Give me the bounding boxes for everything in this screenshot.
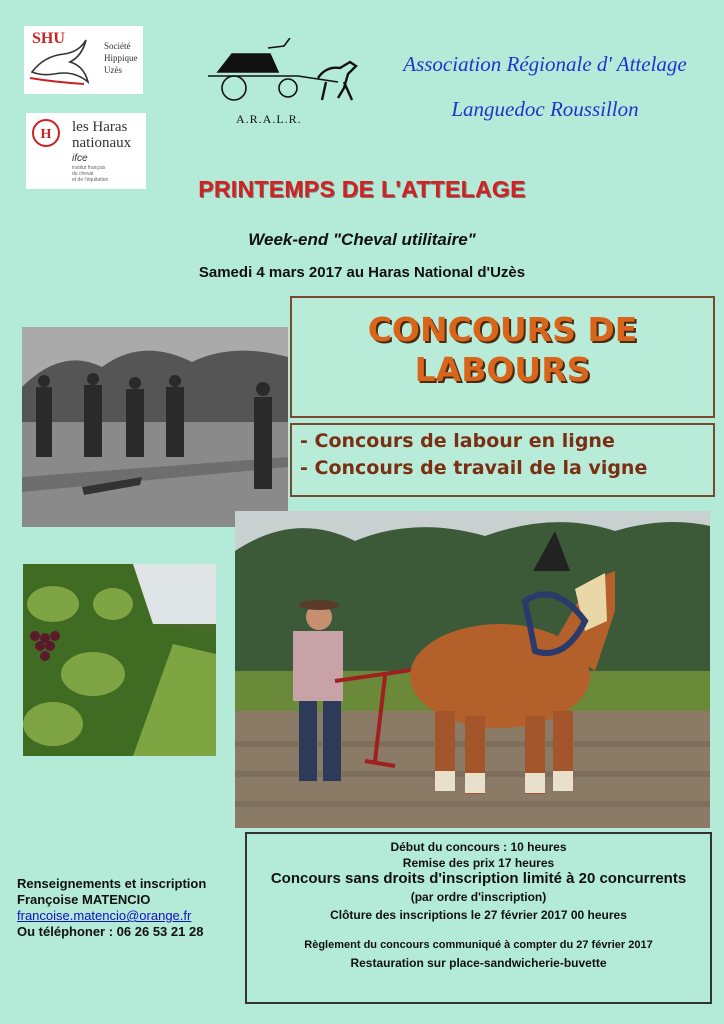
association-region: Languedoc Roussillon	[451, 97, 639, 121]
contact-phone: Ou téléphoner : 06 26 53 21 28	[17, 924, 204, 939]
shu-line2: Hippique	[104, 53, 138, 63]
photo-horse-ploughing	[235, 511, 710, 828]
ifce-mark: ifce	[72, 153, 88, 164]
ifce-tagline3: et de l'équitation	[72, 177, 109, 183]
info-box	[245, 832, 712, 1004]
aralr-caption: A.R.A.L.R.	[236, 112, 302, 126]
event-date: Samedi 4 mars 2017 au Haras National d'Uzès	[198, 264, 526, 281]
crest-icon	[30, 117, 70, 157]
haras-line1: les Haras	[72, 119, 128, 135]
photo-ploughing-group	[22, 327, 288, 527]
info-rules: Règlement du concours communiqué à compter du 27 février 2017	[304, 939, 653, 951]
shu-mark: SHU	[32, 30, 65, 47]
event-subtitle: Week-end "Cheval utilitaire"	[248, 230, 476, 249]
ifce-tagline1: institut français	[72, 165, 106, 171]
contest-title-box	[290, 296, 715, 418]
contact-block	[17, 876, 242, 940]
info-start: Début du concours : 10 heures	[390, 840, 567, 854]
event-title: PRINTEMPS DE L'ATTELAGE	[198, 176, 526, 202]
contest-title-line2: LABOURS	[414, 350, 591, 389]
aralr-logo	[198, 38, 373, 128]
haras-line2: nationaux	[72, 135, 132, 151]
contact-heading: Renseignements et inscription	[17, 876, 207, 891]
photo-vineyard	[23, 564, 216, 756]
info-prizes: Remise des prix 17 heures	[402, 856, 555, 870]
association-name: Association Régionale d' Attelage	[403, 52, 687, 76]
shu-logo	[24, 26, 143, 94]
shu-line1: Société	[104, 41, 131, 51]
contest-items-box	[290, 423, 715, 497]
contest-title-line1: CONCOURS DE	[367, 310, 638, 349]
svg-text:H: H	[40, 127, 52, 142]
contest-item: - Concours de labour en ligne	[300, 430, 615, 452]
ifce-tagline2: du cheval	[72, 171, 94, 177]
contest-item: - Concours de travail de la vigne	[300, 457, 648, 479]
shu-line3: Uzès	[104, 65, 122, 75]
carriage-icon	[198, 38, 373, 108]
info-fees-note: (par ordre d'inscription)	[410, 890, 547, 904]
contact-name: Françoise MATENCIO	[17, 892, 151, 907]
info-closing: Clôture des inscriptions le 27 février 2017 00 heures	[330, 908, 627, 922]
contact-email-link[interactable]: francoise.matencio@orange.fr	[17, 908, 192, 923]
info-food: Restauration sur place-sandwicherie-buvette	[350, 956, 607, 970]
info-fees: Concours sans droits d'inscription limité à 20 concurrents	[270, 870, 687, 887]
